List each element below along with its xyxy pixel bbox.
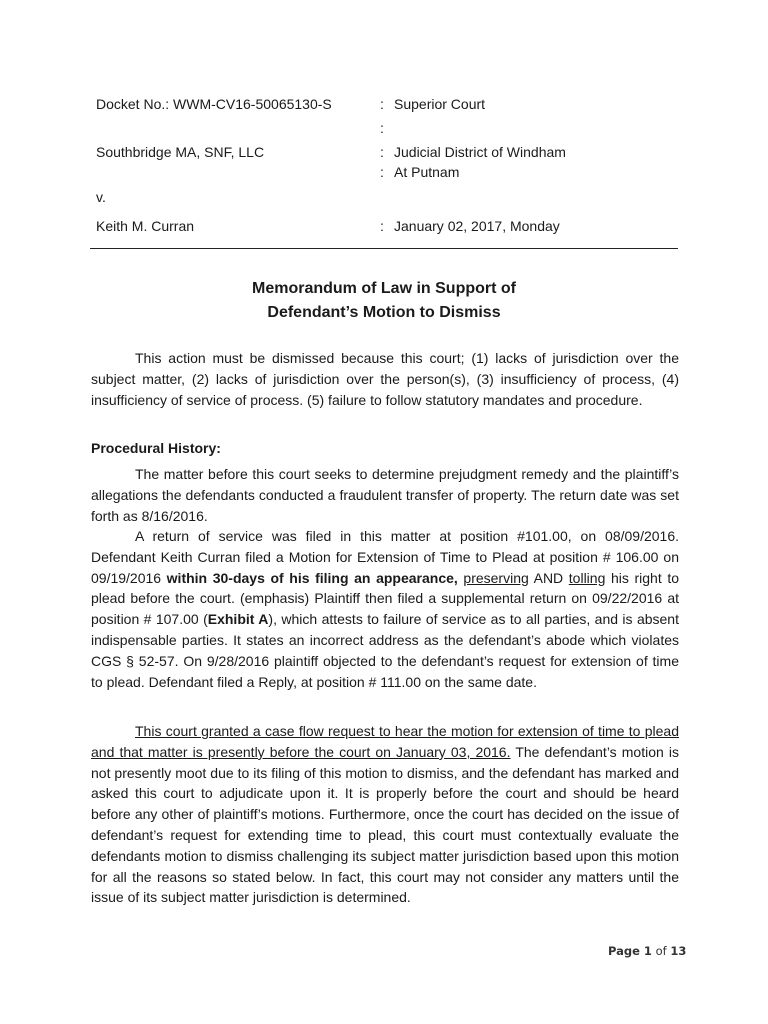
page-label: Page bbox=[608, 944, 644, 958]
emphasis-text: within 30-days of his filing an appearance, bbox=[166, 569, 458, 586]
caption-row-location bbox=[96, 164, 680, 184]
defendant-name: Keith M. Curran bbox=[96, 218, 195, 234]
caption-row-plaintiff bbox=[96, 140, 680, 164]
caption-row-docket bbox=[96, 92, 680, 116]
document-title-line-2: Defendant’s Motion to Dismiss bbox=[267, 304, 501, 321]
versus-label: v. bbox=[96, 189, 106, 205]
underlined-text: preserving bbox=[463, 569, 529, 586]
paragraph-text: The defendant’s motion is not presently moot due to its filing of this motion to dismiss, and the defendant has marked and asked this court to adjudicate upon it. It is properly before the court and should be heard before any other of plaintiff’s motions. Furthermore, once the court has decided on the issue of defendant’s request for extending time to plead, this court must contextually evaluate the defendants motion to dismiss challenging its subject matter jurisdiction based upon this motion for all the reasons so stated below. In fact, this court may not consider any matters until the issue of its subject matter jurisdiction is determined. bbox=[91, 743, 679, 906]
procedural-history-heading: Procedural History: bbox=[91, 440, 221, 456]
court-location: At Putnam bbox=[394, 164, 460, 180]
caption-colon: : bbox=[380, 144, 384, 160]
procedural-paragraph-2 bbox=[91, 526, 679, 692]
caption-colon: : bbox=[380, 96, 384, 112]
judicial-district: Judicial District of Windham bbox=[394, 144, 566, 160]
docket-number: Docket No.: WWM-CV16-50065130-S bbox=[96, 96, 332, 112]
document-title-line-1: Memorandum of Law in Support of bbox=[252, 280, 516, 297]
court-name: Superior Court bbox=[394, 96, 486, 112]
caption-divider bbox=[90, 248, 678, 249]
paragraph-text: ), which attests to failure of service as to all parties, and is absent indispensable parties. It states an incorrect address as the defendant’s abode which violates CGS § 52-57. On 9/28/2016 plaintiff objected to the defendant’s request for extension of time to plead. Defendant filed a Reply, at position # 111.00 on the same date. bbox=[91, 611, 679, 690]
caption-row-spacer bbox=[96, 116, 680, 140]
page-number bbox=[608, 944, 686, 958]
procedural-paragraph-1: The matter before this court seeks to determine prejudgment remedy and the plaintiff’s allegations the defendants conducted a fraudulent transfer of property. The return date was set forth as 8/16/2016. bbox=[91, 466, 679, 524]
caption-colon: : bbox=[380, 120, 384, 136]
paragraph-text: his right to plead before the court. (emphasis) Plaintiff then filed a supplemental return on 09/22/2016 at position # 107.00 ( bbox=[91, 569, 679, 628]
page-current: 1 bbox=[643, 944, 652, 958]
plaintiff-name: Southbridge MA, SNF, LLC bbox=[96, 144, 265, 160]
underlined-text: tolling bbox=[568, 569, 606, 586]
caption-row-versus bbox=[96, 184, 680, 210]
exhibit-reference: Exhibit A bbox=[207, 611, 269, 628]
caption-colon: : bbox=[380, 164, 384, 180]
underlined-text: This court granted a case flow request to hear the motion for extension of time to plead and that matter is presently before the court on January 03, 2016. bbox=[91, 723, 679, 760]
case-caption bbox=[96, 92, 680, 242]
intro-paragraph: This action must be dismissed because this court; (1) lacks of jurisdiction over the subject matter, (2) lacks of jurisdiction over the person(s), (3) insufficiency of process, (4) insufficiency of service of process. (5) failure to follow statutory mandates and procedure. bbox=[91, 350, 679, 408]
page-of: of bbox=[651, 944, 671, 958]
paragraph-text: A return of service was filed in this matter at position #101.00, on 08/09/2016. Defendant Keith Curran filed a Motion for Extension of Time to Plead at position # 106.00 on 09/19/2016 bbox=[91, 528, 679, 586]
filing-date: January 02, 2017, Monday bbox=[394, 218, 560, 234]
caption-colon: : bbox=[380, 218, 384, 234]
page-total: 13 bbox=[670, 944, 687, 958]
caption-row-defendant bbox=[96, 210, 680, 242]
paragraph-text: AND bbox=[528, 569, 569, 586]
procedural-paragraph-3 bbox=[91, 721, 679, 908]
